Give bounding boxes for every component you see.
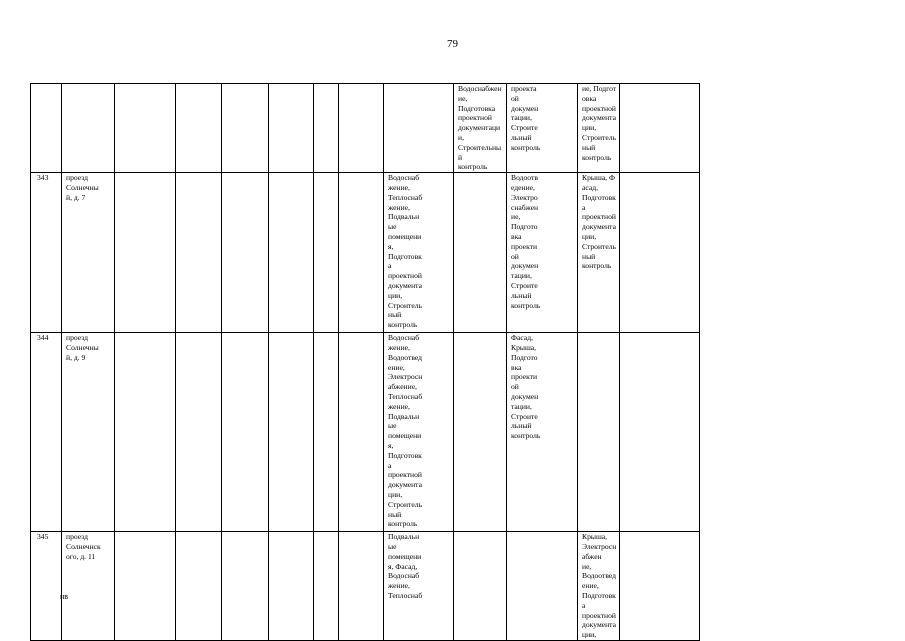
cell-work-types-b: Фасад, Крыша, Подгото вка проекти ой докумен тации, Строите льный контроль [507,333,578,532]
cell-col13 [620,84,700,173]
cell-address [62,84,115,173]
table-row [31,173,877,333]
cell-work-types-a [454,173,507,333]
cell-number: 343 [31,173,62,333]
page-number: 79 [447,38,458,50]
cell-work-types-c: Крыша, Электроснабжен ие, Водоотведение, Подготовка проектной документации, [578,532,620,641]
cell-number [31,84,62,173]
cell-col4 [176,173,222,333]
cell-number: 344 [31,333,62,532]
cell-work-types-a [454,333,507,532]
cell-col4 [176,532,222,641]
cell-col5 [222,532,269,641]
cell-work-types-b: проекта ой докумен тации, Строите льный контроль [507,84,578,173]
cell-col9 [384,84,454,173]
capital-repair-register-table [30,83,877,641]
cell-col7 [314,84,339,173]
cell-col8 [339,532,384,641]
cell-work-types-c: Крыша, Фасад, Подготовка проектной документации, Строительный контроль [578,173,620,333]
cell-col3 [115,532,176,641]
cell-work-types-c [578,333,620,532]
cell-number: 345 [31,532,62,641]
cell-col7 [314,532,339,641]
cell-col7 [314,173,339,333]
cell-work-types-a [454,532,507,641]
cell-work-types-b: Водоотв едение, Электро снабжен ие, Подгото вка проекти ой докумен тации, Строите льный контроль [507,173,578,333]
table-row [31,333,877,532]
cell-col3 [115,173,176,333]
cell-col9: Водоснаб жение, Теплоснаб жение, Подвальн ые помещени я, Подготовк а проектной документа ции, Строитель ный контроль [384,173,454,333]
table-row [31,532,877,641]
cell-col3 [115,84,176,173]
cell-work-types-a: Водоснабжение, Подготовка проектной документации, Строительный контроль [454,84,507,173]
table-row-continuation [31,84,877,173]
cell-col13 [620,532,700,641]
cell-col7 [314,333,339,532]
footer-note: нв [60,592,69,601]
cell-address: проезд Солнечнск ого, д. 11 [62,532,115,641]
cell-col13 [620,333,700,532]
cell-col5 [222,173,269,333]
cell-col13 [620,173,700,333]
cell-address: проезд Солнечны й, д. 7 [62,173,115,333]
cell-col9: Подвальн ые помещени я, Фасад, Водоснаб жение, Теплоснаб [384,532,454,641]
cell-work-types-b [507,532,578,641]
cell-address: проезд Солнечны й, д. 9 [62,333,115,532]
cell-col6 [269,333,314,532]
cell-col5 [222,333,269,532]
cell-col4 [176,333,222,532]
cell-col6 [269,84,314,173]
cell-work-types-c: ие, Подготовка проектной документации, Строительный контроль [578,84,620,173]
cell-col4 [176,84,222,173]
cell-col8 [339,333,384,532]
cell-col8 [339,173,384,333]
cell-col6 [269,532,314,641]
cell-col5 [222,84,269,173]
cell-col8 [339,84,384,173]
cell-col9: Водоснаб жение, Водоотвед ение, Электросн абжение, Теплоснаб жение, Подвальн ые помещени я, Подготовк а проектной документа ции, Строитель ный контроль [384,333,454,532]
cell-col6 [269,173,314,333]
cell-col3 [115,333,176,532]
